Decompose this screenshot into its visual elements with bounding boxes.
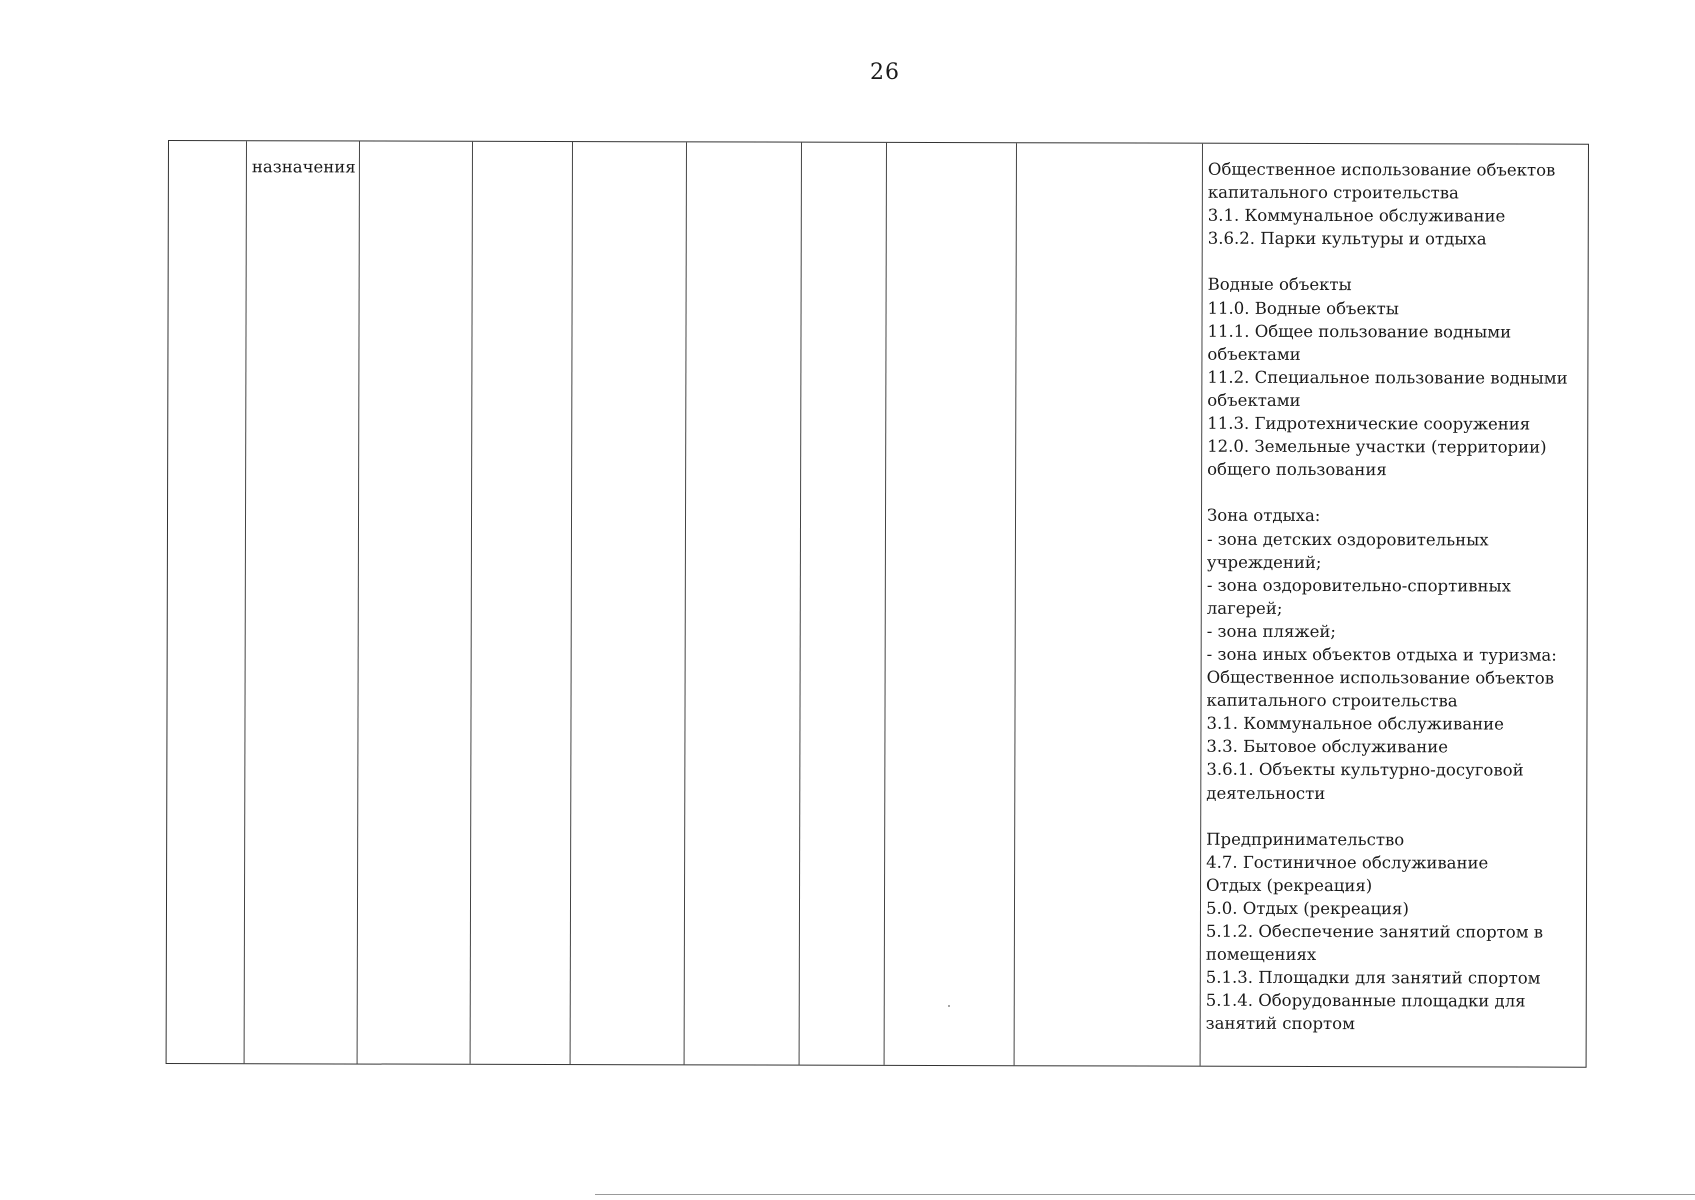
land-use-line: 3.6.1. Объекты культурно-досуговой [1206, 760, 1524, 780]
land-use-line: капитального строительства [1207, 182, 1459, 203]
land-use-line: 11.3. Гидротехнические сооружения [1207, 413, 1531, 434]
land-use-line: Водные объекты [1207, 275, 1352, 295]
table-column-9 [1015, 143, 1203, 1065]
land-use-line: объектами [1207, 344, 1301, 364]
table-column-1 [167, 141, 247, 1063]
table-column-5 [571, 142, 687, 1064]
land-use-line: 5.1.2. Обеспечение занятий спортом в [1205, 921, 1544, 942]
land-use-line: объектами [1207, 390, 1301, 410]
land-use-line: 3.3. Бытовое обслуживание [1206, 737, 1449, 757]
land-use-line: общего пользования [1207, 459, 1387, 480]
land-use-line: деятельности [1206, 783, 1326, 803]
column-2-text: назначения [251, 157, 356, 177]
blank-line [1207, 481, 1581, 505]
land-use-line: лагерей; [1206, 598, 1283, 618]
table-column-3 [358, 142, 473, 1064]
table-column-6 [685, 142, 802, 1064]
table-column-10 [1201, 144, 1588, 1067]
land-use-line: 11.2. Специальное пользование водными [1207, 367, 1568, 388]
table-column-8 [885, 143, 1017, 1065]
land-use-line: 5.1.4. Оборудованные площадки для [1205, 991, 1526, 1011]
land-use-line: 3.1. Коммунальное обслуживание [1206, 713, 1504, 734]
table-column-2 [245, 141, 360, 1063]
land-use-line: занятий спортом [1205, 1014, 1355, 1034]
land-use-line: помещениях [1205, 944, 1317, 965]
land-use-line: - зона иных объектов отдыха и туризма: [1206, 644, 1557, 665]
scan-speck [948, 1005, 950, 1007]
table-column-7 [800, 143, 887, 1065]
blank-line [1208, 250, 1582, 274]
land-use-line: 5.1.3. Площадки для занятий спортом [1205, 968, 1541, 988]
land-use-line: Общественное использование объектов [1206, 667, 1555, 688]
table-column-4 [471, 142, 573, 1064]
land-use-line: 4.7. Гостиничное обслуживание [1206, 852, 1489, 873]
land-use-line: - зона пляжей; [1206, 621, 1336, 641]
land-use-line: Общественное использование объектов [1207, 159, 1556, 180]
land-use-line: 12.0. Земельные участки (территории) [1207, 436, 1547, 457]
land-use-line: 3.6.2. Парки культуры и отдыха [1207, 229, 1487, 249]
blank-line [1206, 804, 1580, 828]
land-use-line: - зона детских оздоровительных [1206, 529, 1489, 549]
land-use-line: Предпринимательство [1206, 829, 1405, 849]
land-use-line: капитального строительства [1206, 690, 1458, 711]
land-use-line: 11.0. Водные объекты [1207, 298, 1399, 318]
land-use-line: 5.0. Отдых (рекреация) [1205, 898, 1409, 919]
scan-artifact-line [595, 1194, 1695, 1195]
land-use-line: Отдых (рекреация) [1206, 875, 1373, 896]
land-use-line: 3.1. Коммунальное обслуживание [1207, 205, 1506, 226]
land-use-line: Зона отдыха: [1206, 506, 1321, 526]
document-table [166, 140, 1589, 1068]
land-use-line: учреждений; [1206, 552, 1322, 572]
land-use-line: - зона оздоровительно-спортивных [1206, 575, 1511, 596]
page-number: 26 [870, 60, 900, 85]
land-use-line: 11.1. Общее пользование водными [1207, 321, 1512, 342]
land-use-list [1206, 158, 1582, 1037]
